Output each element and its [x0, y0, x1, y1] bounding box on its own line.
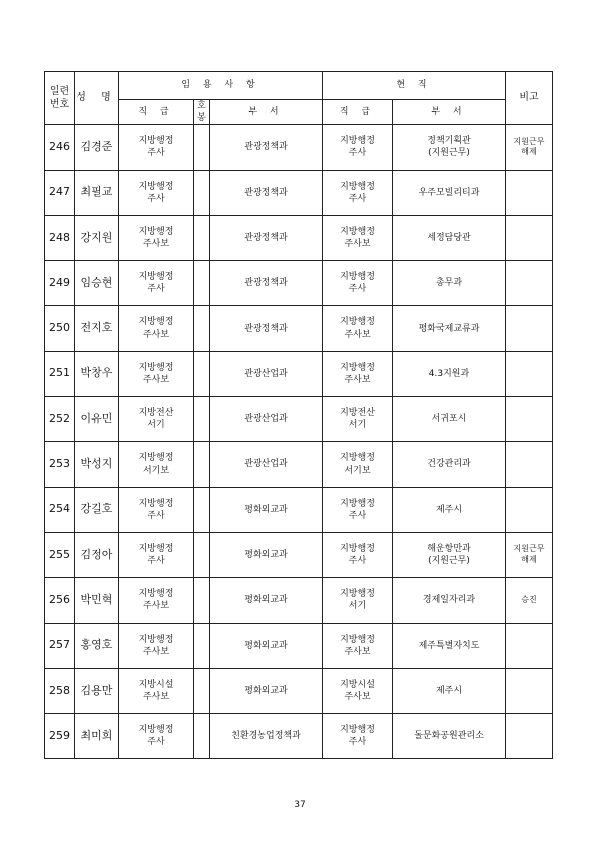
current-department-cell: 제주시	[393, 668, 506, 713]
name-cell: 강지원	[75, 215, 119, 260]
serial-number-cell: 258	[45, 668, 75, 713]
current-rank-cell: 지방행정 서기	[323, 578, 393, 623]
department-cell: 평화외교과	[210, 623, 323, 668]
note-cell: 지원근무 해제	[506, 532, 553, 577]
serial-number-cell: 256	[45, 578, 75, 623]
current-rank-cell: 지방시설 주사보	[323, 668, 393, 713]
name-cell: 김정아	[75, 532, 119, 577]
note-cell	[506, 351, 553, 396]
serial-number-cell: 255	[45, 532, 75, 577]
step-cell	[194, 487, 210, 532]
current-rank-cell: 지방행정 주사	[323, 532, 393, 577]
table-row	[45, 714, 553, 759]
name-cell: 김경준	[75, 125, 119, 170]
note-cell	[506, 668, 553, 713]
table-row	[45, 442, 553, 487]
name-cell: 김용만	[75, 668, 119, 713]
department-cell: 관광정책과	[210, 170, 323, 215]
appointment-header: 임 용 사 항	[119, 72, 323, 100]
rank-cell: 지방시설 주사보	[119, 668, 194, 713]
name-cell: 최필교	[75, 170, 119, 215]
current-rank-cell: 지방행정 주사	[323, 714, 393, 759]
serial-number-cell: 249	[45, 261, 75, 306]
department-header: 부 서	[210, 100, 323, 125]
current-department-cell: 건강관리과	[393, 442, 506, 487]
department-cell: 관광정책과	[210, 261, 323, 306]
department-cell: 관광정책과	[210, 215, 323, 260]
rank-cell: 지방행정 서기보	[119, 442, 194, 487]
current-department-cell: 정책기획관 (지원근무)	[393, 125, 506, 170]
current-rank-cell: 지방행정 주사보	[323, 623, 393, 668]
serial-number-cell: 248	[45, 215, 75, 260]
table-row	[45, 306, 553, 351]
table-row	[45, 487, 553, 532]
name-cell: 박민혁	[75, 578, 119, 623]
current-department-cell: 돌문화공원관리소	[393, 714, 506, 759]
rank-cell: 지방행정 주사	[119, 532, 194, 577]
current-rank-cell: 지방전산 서기	[323, 397, 393, 442]
current-department-cell: 제주특별자치도	[393, 623, 506, 668]
step-cell	[194, 532, 210, 577]
current-rank-cell: 지방행정 주사	[323, 487, 393, 532]
table-row	[45, 532, 553, 577]
step-cell	[194, 215, 210, 260]
rank-cell: 지방행정 주사	[119, 125, 194, 170]
step-cell	[194, 714, 210, 759]
table-body	[45, 125, 553, 759]
table-row	[45, 215, 553, 260]
note-header: 비고	[506, 72, 553, 125]
current-rank-cell: 지방행정 주사	[323, 170, 393, 215]
step-cell	[194, 306, 210, 351]
step-cell	[194, 578, 210, 623]
name-cell: 임승현	[75, 261, 119, 306]
name-cell: 박성지	[75, 442, 119, 487]
current-rank-cell: 지방행정 주사	[323, 125, 393, 170]
serial-number-cell: 247	[45, 170, 75, 215]
current-department-cell: 4.3지원과	[393, 351, 506, 396]
name-cell: 전지호	[75, 306, 119, 351]
note-cell	[506, 215, 553, 260]
current-department-cell: 경제일자리과	[393, 578, 506, 623]
name-cell: 최미희	[75, 714, 119, 759]
department-cell: 관광산업과	[210, 351, 323, 396]
current-rank-cell: 지방행정 서기보	[323, 442, 393, 487]
serial-number-header: 일련 번호	[45, 72, 75, 125]
note-cell: 승진	[506, 578, 553, 623]
step-cell	[194, 351, 210, 396]
step-cell	[194, 397, 210, 442]
rank-header: 직 급	[119, 100, 194, 125]
note-cell: 지원근무 해제	[506, 125, 553, 170]
rank-cell: 지방행정 주사보	[119, 306, 194, 351]
department-cell: 평화외교과	[210, 532, 323, 577]
rank-cell: 지방행정 주사보	[119, 215, 194, 260]
rank-cell: 지방전산 서기	[119, 397, 194, 442]
current-department-header: 부 서	[393, 100, 506, 125]
serial-number-cell: 259	[45, 714, 75, 759]
department-cell: 평화외교과	[210, 668, 323, 713]
rank-cell: 지방행정 주사	[119, 170, 194, 215]
step-cell	[194, 125, 210, 170]
step-cell	[194, 623, 210, 668]
name-cell: 홍영호	[75, 623, 119, 668]
serial-number-cell: 250	[45, 306, 75, 351]
current-department-cell: 세정담당관	[393, 215, 506, 260]
rank-cell: 지방행정 주사	[119, 487, 194, 532]
rank-cell: 지방행정 주사	[119, 714, 194, 759]
serial-number-cell: 254	[45, 487, 75, 532]
page-number: 37	[294, 800, 306, 810]
note-cell	[506, 487, 553, 532]
step-header: 호봉	[194, 100, 210, 125]
rank-cell: 지방행정 주사보	[119, 623, 194, 668]
table-row	[45, 397, 553, 442]
table-row	[45, 623, 553, 668]
serial-number-cell: 253	[45, 442, 75, 487]
appointment-table	[44, 71, 553, 759]
note-cell	[506, 170, 553, 215]
note-cell	[506, 306, 553, 351]
name-cell: 이유민	[75, 397, 119, 442]
current-rank-header: 직 급	[323, 100, 393, 125]
table-row	[45, 125, 553, 170]
table-row	[45, 351, 553, 396]
current-department-cell: 해운항만과 (지원근무)	[393, 532, 506, 577]
table-row	[45, 578, 553, 623]
rank-cell: 지방행정 주사	[119, 261, 194, 306]
current-rank-cell: 지방행정 주사보	[323, 215, 393, 260]
step-cell	[194, 170, 210, 215]
note-cell	[506, 623, 553, 668]
current-rank-cell: 지방행정 주사보	[323, 351, 393, 396]
department-cell: 관광산업과	[210, 397, 323, 442]
serial-number-cell: 251	[45, 351, 75, 396]
rank-cell: 지방행정 주사보	[119, 578, 194, 623]
table-row	[45, 261, 553, 306]
current-department-cell: 서귀포시	[393, 397, 506, 442]
department-cell: 평화외교과	[210, 487, 323, 532]
department-cell: 관광산업과	[210, 442, 323, 487]
note-cell	[506, 714, 553, 759]
department-cell: 친환경농업정책과	[210, 714, 323, 759]
department-cell: 평화외교과	[210, 578, 323, 623]
name-cell: 박창우	[75, 351, 119, 396]
department-cell: 관광정책과	[210, 125, 323, 170]
table-row	[45, 668, 553, 713]
step-cell	[194, 668, 210, 713]
note-cell	[506, 397, 553, 442]
current-department-cell: 총무과	[393, 261, 506, 306]
note-cell	[506, 442, 553, 487]
serial-number-cell: 252	[45, 397, 75, 442]
department-cell: 관광정책과	[210, 306, 323, 351]
step-cell	[194, 442, 210, 487]
current-department-cell: 우주모빌리티과	[393, 170, 506, 215]
note-cell	[506, 261, 553, 306]
current-rank-cell: 지방행정 주사보	[323, 306, 393, 351]
name-header: 성 명	[75, 72, 119, 125]
current-rank-cell: 지방행정 주사	[323, 261, 393, 306]
current-position-header: 현 직	[323, 72, 506, 100]
table-row	[45, 170, 553, 215]
serial-number-cell: 257	[45, 623, 75, 668]
name-cell: 강길호	[75, 487, 119, 532]
step-cell	[194, 261, 210, 306]
rank-cell: 지방행정 주사보	[119, 351, 194, 396]
serial-number-cell: 246	[45, 125, 75, 170]
current-department-cell: 제주시	[393, 487, 506, 532]
current-department-cell: 평화국제교류과	[393, 306, 506, 351]
